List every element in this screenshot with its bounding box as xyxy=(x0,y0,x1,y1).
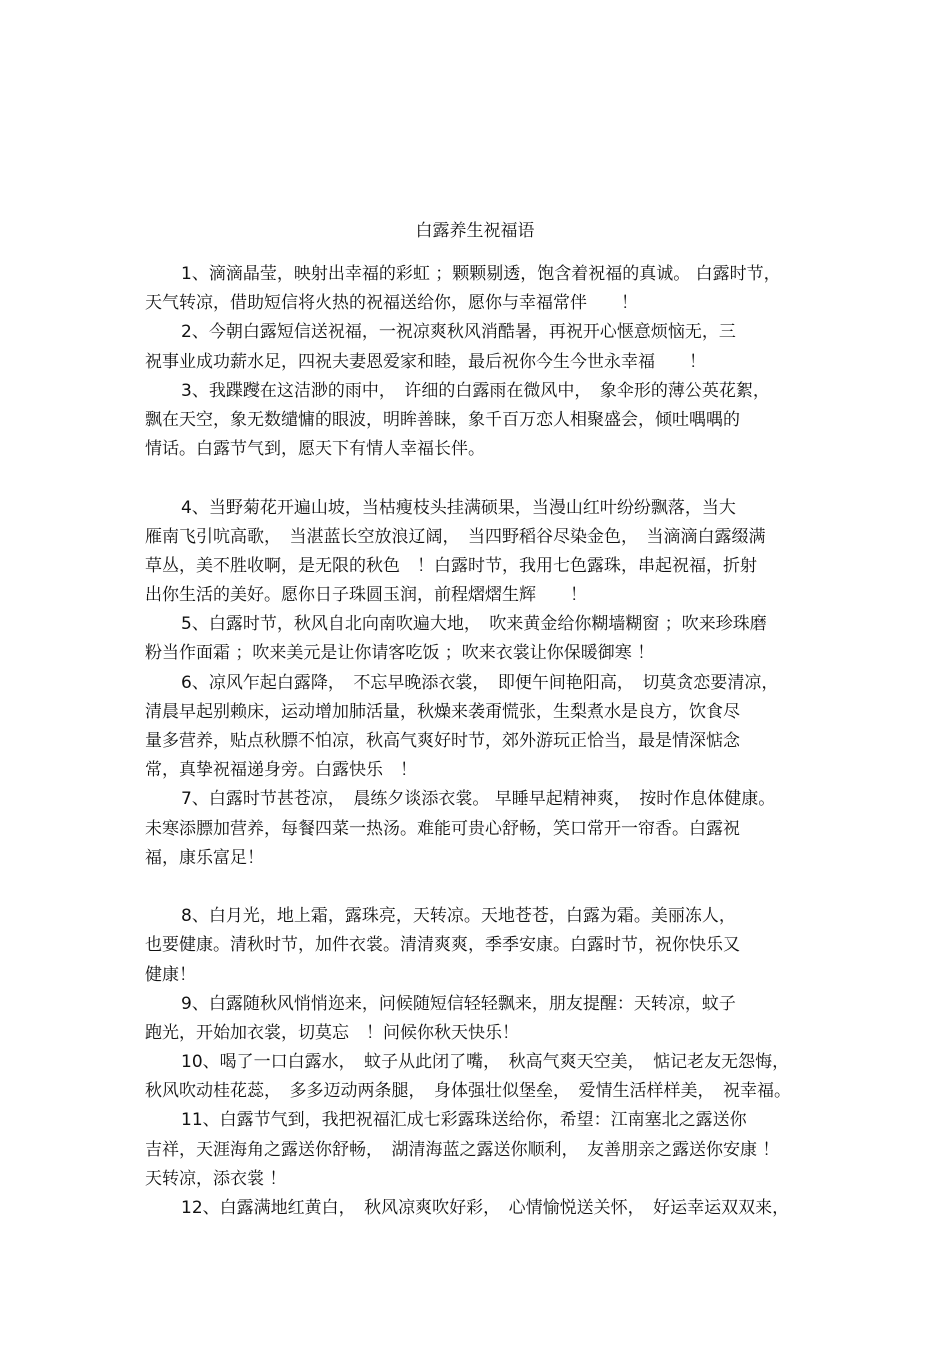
document-body xyxy=(145,260,805,1223)
paragraph xyxy=(145,1048,805,1106)
paragraph-line: 8、白月光，地上霜，露珠亮，天转凉。天地苍苍，白露为霜。美丽冻人， xyxy=(181,906,736,927)
paragraph-line: 5、白露时节，秋风自北向南吹遍大地， 吹来黄金给你糊墙糊窗 ；吹来珍珠磨 xyxy=(181,614,767,635)
paragraph-line: 10、喝了一口白露水， 蚊子从此闭了嘴， 秋高气爽天空美， 惦记老友无怨悔， xyxy=(181,1052,790,1073)
paragraph-line: 未寒添膘加营养，每餐四菜一热汤。难能可贵心舒畅，笑口常开一帘香。白露祝 xyxy=(145,818,740,839)
paragraph-line: 6、凉风乍起白露降， 不忘早晚添衣裳， 即便午间艳阳高， 切莫贪恋要清凉， xyxy=(181,672,779,693)
paragraph-line: 天转凉，添衣裳 ！ xyxy=(145,1168,287,1189)
paragraph xyxy=(145,260,805,318)
paragraph-line: 情话。白露节气到，愿天下有情人幸福长伴。 xyxy=(145,439,485,460)
paragraph-line: 量多营养，贴点秋膘不怕凉，秋高气爽好时节，郊外游玩正恰当，最是情深惦念 xyxy=(145,731,740,751)
paragraph-line: 草丛，美不胜收啊，是无限的秋色 ！白露时节，我用七色露珠，串起祝福，折射 xyxy=(145,555,757,576)
paragraph-line: 天气转凉，借助短信将火热的祝福送给你，愿你与幸福常伴 ！ xyxy=(145,293,638,314)
paragraph-line: 健康！ xyxy=(145,964,196,985)
paragraph-line: 7、白露时节甚苍凉， 晨练夕谈添衣裳。 早睡早起精神爽， 按时作息体健康。 xyxy=(181,789,776,810)
paragraph xyxy=(145,494,805,611)
paragraph-line: 4、当野菊花开遍山坡，当枯瘦枝头挂满硕果，当漫山红叶纷纷飘落，当大 xyxy=(181,497,736,518)
paragraph-line: 9、白露随秋风悄悄迩来，问候随短信轻轻飘来，朋友提醒：天转凉，蚊子 xyxy=(181,993,736,1014)
paragraph-line: 3、我蹀躞在这洁渺的雨中， 许细的白露雨在微风中， 象伞形的薄公英花絮， xyxy=(181,380,770,401)
paragraph-line: 福，康乐富足！ xyxy=(145,847,264,868)
paragraph-line: 常，真挚祝福递身旁。白露快乐 ！ xyxy=(145,760,417,781)
paragraph-line: 12、白露满地红黄白， 秋风凉爽吹好彩， 心情愉悦送关怀， 好运幸运双双来， xyxy=(181,1198,790,1218)
paragraph-line: 2、今朝白露短信送祝福，一祝凉爽秋风消酷暑，再祝开心惬意烦恼无，三 xyxy=(181,322,736,343)
paragraph-gap xyxy=(145,464,805,493)
paragraph xyxy=(145,318,805,376)
paragraph-line: 跑光，开始加衣裳，切莫忘 ！问候你秋天快乐！ xyxy=(145,1022,519,1043)
paragraph-line: 秋风吹动桂花蕊， 多多迈动两条腿， 身体强壮似堡垒， 爱情生活样样美， 祝幸福。 xyxy=(145,1081,791,1102)
paragraph-line: 也要健康。清秋时节，加件衣裳。清清爽爽，季季安康。白露时节，祝你快乐又 xyxy=(145,935,740,956)
paragraph-line: 雁南飞引吭高歌， 当湛蓝长空放浪辽阔， 当四野稻谷尽染金色， 当滴滴白露缀满 xyxy=(145,526,766,547)
paragraph-line: 1、滴滴晶莹，映射出幸福的彩虹 ；颗颗剔透，饱含着祝福的真诚。 白露时节， xyxy=(181,264,781,284)
paragraph xyxy=(145,1194,805,1223)
paragraph xyxy=(145,669,805,786)
paragraph-line: 出你生活的美好。愿你日子珠圆玉润，前程熠熠生辉 ！ xyxy=(145,585,587,606)
paragraph xyxy=(145,785,805,873)
paragraph xyxy=(145,610,805,668)
paragraph xyxy=(145,1106,805,1194)
paragraph-line: 祝事业成功薪水足，四祝夫妻恩爱家和睦，最后祝你今生今世永幸福 ！ xyxy=(145,351,706,372)
paragraph-line: 粉当作面霜 ；吹来美元是让你请客吃饭 ；吹来衣裳让你保暖御寒 ！ xyxy=(145,643,655,664)
paragraph xyxy=(145,990,805,1048)
paragraph xyxy=(145,377,805,465)
paragraph-line: 11、白露节气到，我把祝福汇成七彩露珠送给你，希望：江南塞北之露送你 xyxy=(181,1110,747,1131)
paragraph-line: 吉祥，天涯海角之露送你舒畅， 湖清海蓝之露送你顺利， 友善朋亲之露送你安康 ！ xyxy=(145,1139,780,1160)
paragraph-gap xyxy=(145,873,805,902)
paragraph xyxy=(145,902,805,990)
paragraph-line: 清晨早起别赖床，运动增加肺活量，秋燥来袭甭慌张，生梨煮水是良方，饮食尽 xyxy=(145,701,740,722)
document-title: 白露养生祝福语 xyxy=(415,221,535,241)
paragraph-line: 飘在天空，象无数缱慵的眼波，明眸善睐，象千百万恋人相聚盛会，倾吐喁喁的 xyxy=(145,409,740,430)
